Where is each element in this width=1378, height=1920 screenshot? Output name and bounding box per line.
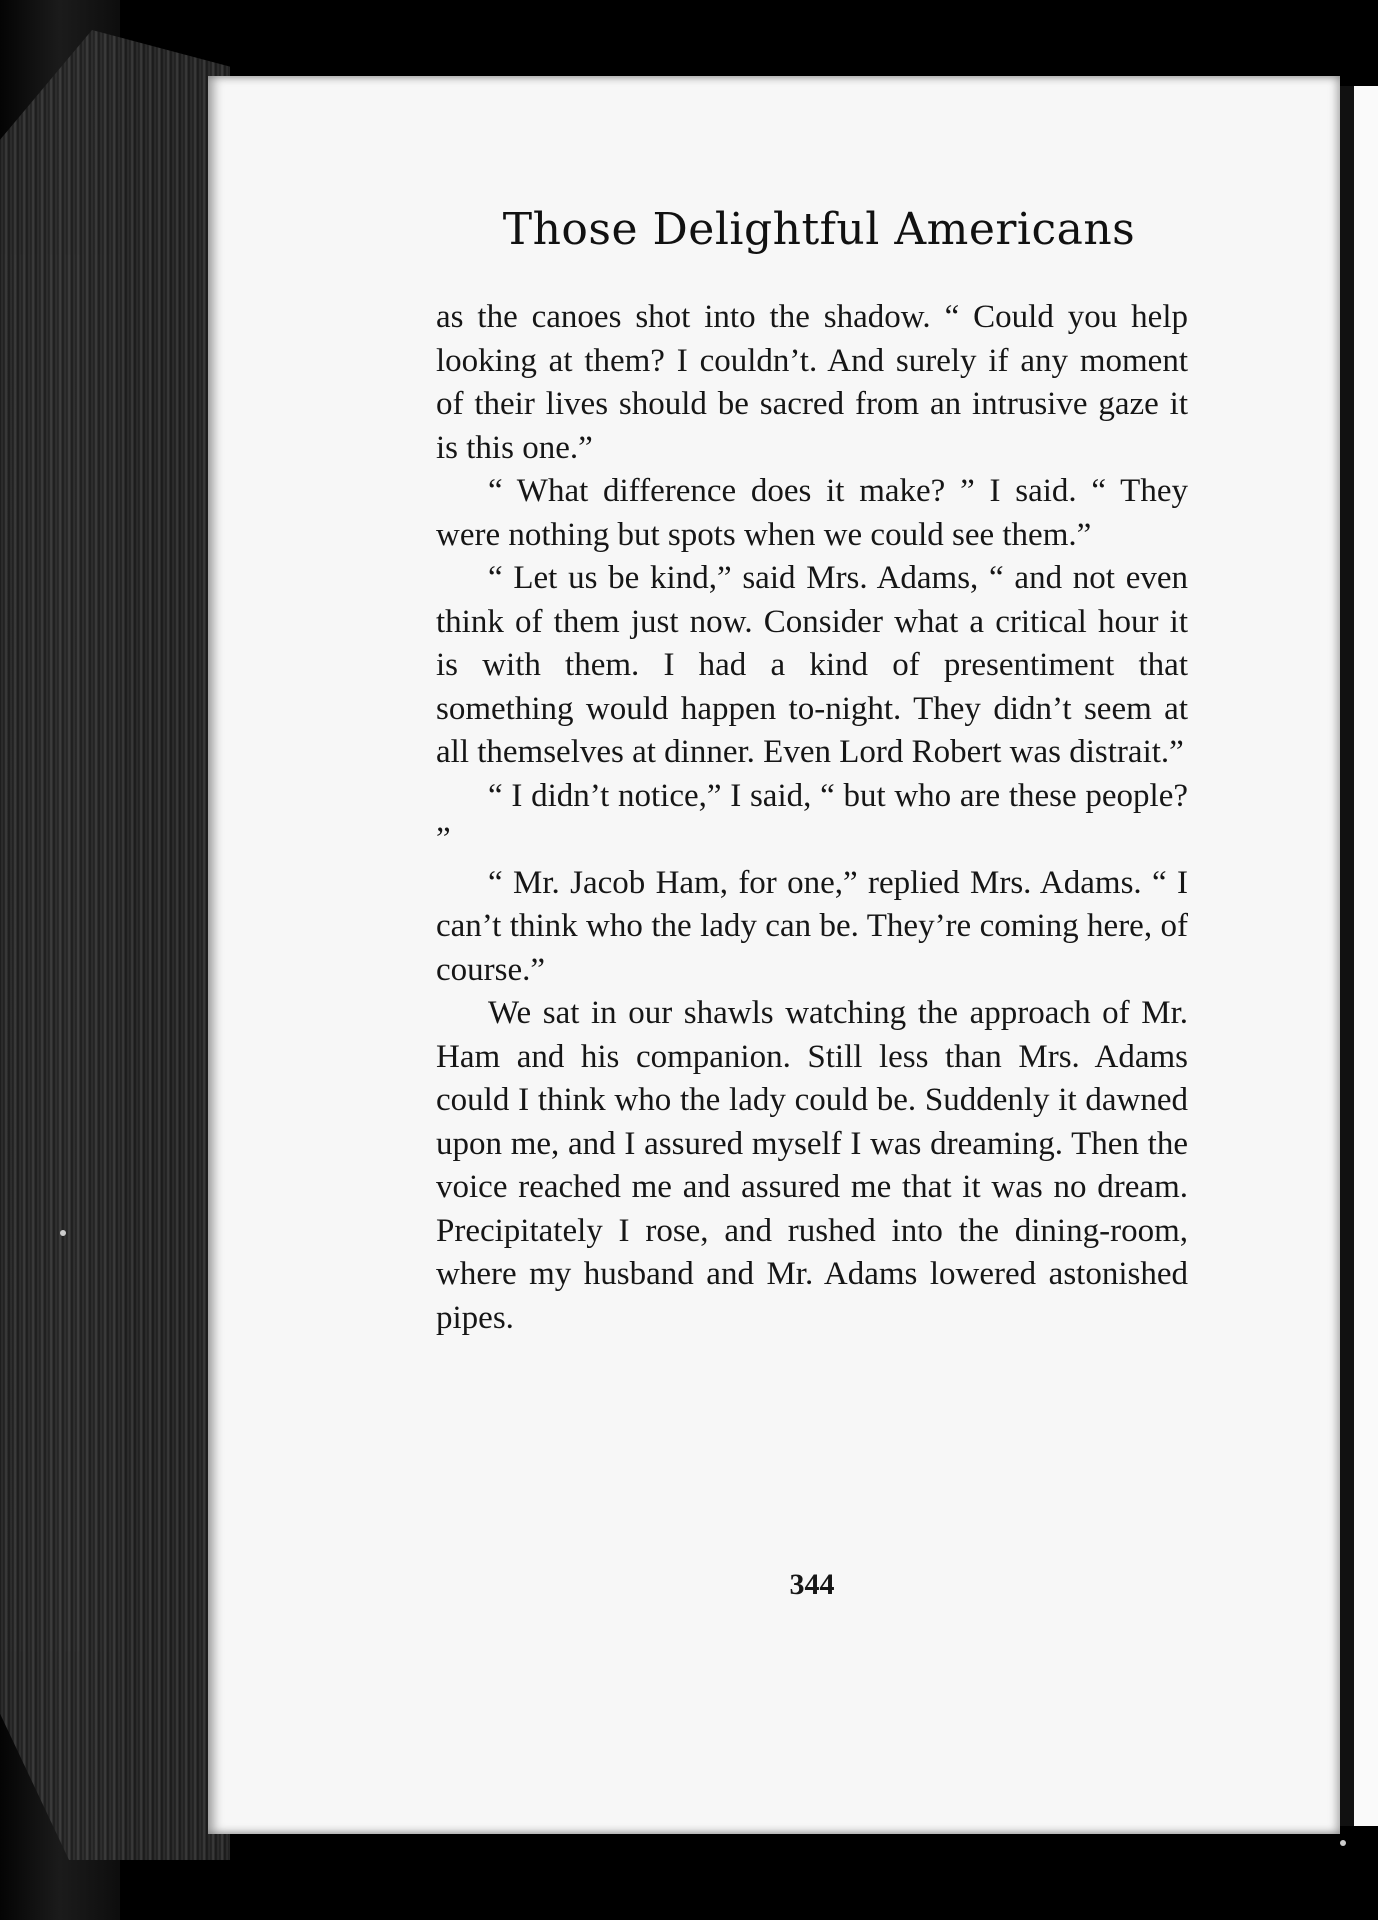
paragraph: “ Mr. Jacob Ham, for one,” replied Mrs. Adams. “ I can’t think who the lady can be. They’re coming here, of course.” [436, 864, 1188, 988]
page-edges [0, 30, 230, 1860]
scan-speck [60, 1230, 66, 1236]
running-head: Those Delightful Americans [502, 204, 1136, 255]
paragraph: We sat in our shawls watching the approach of Mr. Ham and his companion. Still less than Mrs. Adams could I think who the lady could be. Suddenly it dawned upon me, and I assured myself I was dreaming. Then the voice reached me and assured me that it was no dream. Precipitately I rose, and rushed into the dining-room, where my husband and Mr. Adams lowered astonished pipes. [436, 995, 1188, 1336]
body-text [436, 296, 1188, 1340]
book-page [208, 76, 1340, 1834]
paragraph: “ I didn’t notice,” I said, “ but who are these people? ” [436, 777, 1188, 857]
paragraph: “ What difference does it make? ” I said. “ They were nothing but spots when we could see them.” [436, 473, 1188, 553]
page-number: 344 [789, 1568, 835, 1601]
facing-page-edge [1340, 86, 1378, 1826]
paragraph: “ Let us be kind,” said Mrs. Adams, “ and not even think of them just now. Consider what a critical hour it is with them. I had a kind of presentiment that something would happen to-night. They didn’t seem at all themselves at dinner. Even Lord Robert was distrait.” [436, 560, 1188, 770]
scan-speck [1340, 1840, 1346, 1846]
paragraph: as the canoes shot into the shadow. “ Could you help looking at them? I couldn’t. And surely if any moment of their lives should be sacred from an intrusive gaze it is this one.” [436, 299, 1188, 466]
